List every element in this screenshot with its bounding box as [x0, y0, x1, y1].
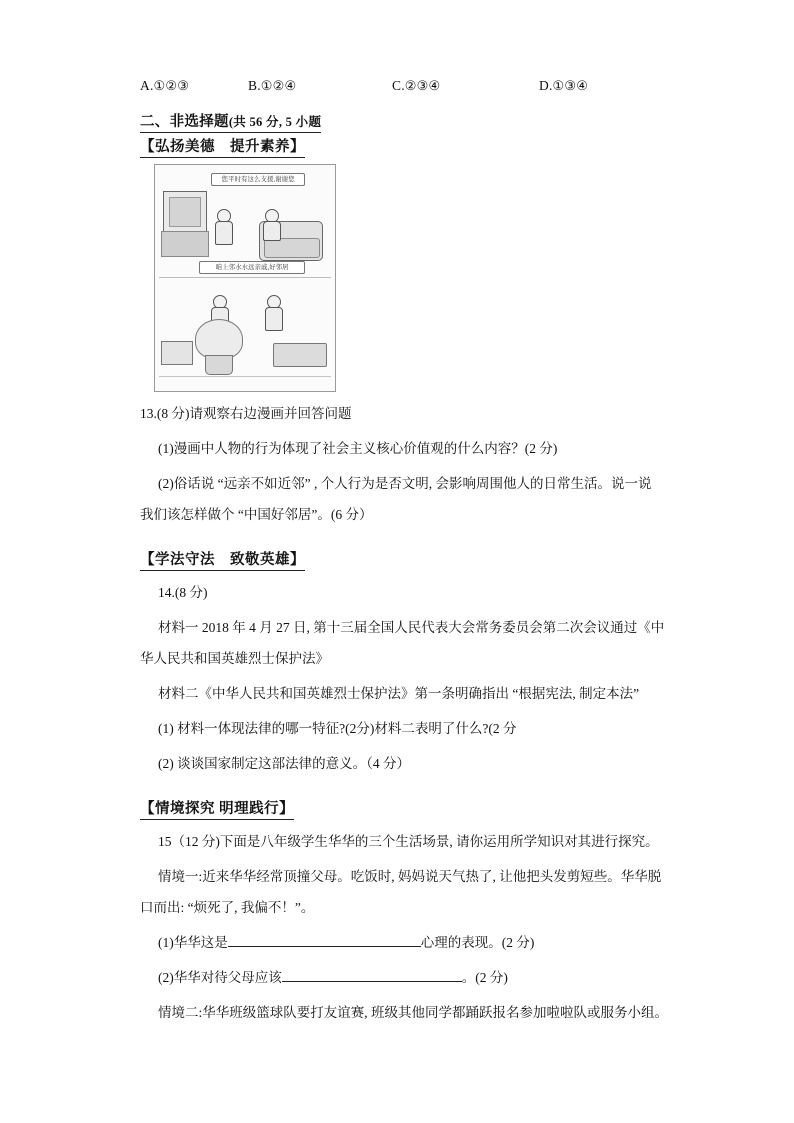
- topic-heading-3-text: 【情境探究 明理践行】: [140, 797, 294, 820]
- question-15-sub2-suffix: 。(2 分): [461, 969, 508, 985]
- question-15-sub2: [140, 966, 685, 991]
- plant-leaves: [195, 319, 243, 359]
- choice-option-b[interactable]: [248, 78, 392, 94]
- choice-a-text: ①②③: [153, 78, 190, 93]
- question-13-stem: 13.(8 分)请观察右边漫画并回答问题: [140, 406, 352, 421]
- section-heading-small: (共 56 分, 5 小题: [228, 115, 322, 129]
- question-13-sub2-line2: 我们该怎样做个 “中国好邻居”。(6 分）: [140, 506, 373, 522]
- panel-divider: [159, 277, 331, 278]
- answer-blank-2[interactable]: [282, 981, 462, 982]
- television-icon: [163, 191, 207, 233]
- plant-pot: [205, 355, 233, 375]
- page-content: [140, 78, 685, 1036]
- topic-heading-1: [140, 135, 685, 158]
- question-14-material1-line2: 华人民共和国英雄烈士保护法》: [140, 650, 329, 666]
- choice-option-d[interactable]: [539, 78, 659, 94]
- question-15-scene2: 情境二:华华班级篮球队要打友谊赛, 班级其他同学都踊跃报名参加啦啦队或服务小组。: [158, 1004, 668, 1020]
- question-15-stem: 15（12 分)下面是八年级学生华华的三个生活场景, 请你运用所学知识对其进行探究。: [158, 833, 659, 849]
- question-14-stem: 14.(8 分): [158, 584, 208, 600]
- question-14-sub1: (1) 材料一体现法律的哪一特征?(2分)材料二表明了什么?(2 分: [158, 720, 517, 736]
- section-heading-main: 二、非选择题: [140, 114, 229, 130]
- topic-heading-2: [140, 548, 685, 571]
- tv-stand-shape: [161, 231, 209, 257]
- choice-b-label: B.: [248, 78, 261, 93]
- question-15-sub1: [140, 931, 685, 956]
- person-body: [265, 307, 283, 331]
- choice-d-label: D.: [539, 78, 553, 93]
- cartoon-figure: [154, 164, 685, 392]
- cartoon-frame: [154, 164, 336, 392]
- question-15-sub1-suffix: 心理的表现。(2 分): [420, 934, 535, 950]
- answer-blank-1[interactable]: [228, 946, 421, 947]
- choice-d-text: ①③④: [552, 78, 589, 93]
- question-14-sub2: (2) 谈谈国家制定这部法律的意义。（4 分）: [158, 755, 410, 771]
- choice-options-row: [140, 78, 685, 94]
- section-heading-text: [140, 110, 321, 133]
- question-14-material2: 材料二《中华人民共和国英雄烈士保护法》第一条明确指出 “根据宪法, 制定本法”: [158, 685, 640, 701]
- choice-b-text: ①②④: [260, 78, 297, 93]
- question-15-sub2-prefix: (2)华华对待父母应该: [158, 969, 282, 985]
- cartoon-speech-bubble-middle: 咱上邻水水远亲戚,好邻居: [199, 261, 305, 274]
- person-body: [263, 221, 281, 241]
- person-body: [215, 221, 233, 245]
- choice-c-label: C.: [392, 78, 405, 93]
- choice-c-text: ②③④: [404, 78, 441, 93]
- section-heading: [140, 110, 685, 133]
- topic-heading-1-text: 【弘扬美德 提升素养】: [140, 135, 305, 158]
- box-shape: [161, 341, 193, 365]
- question-15-sub1-prefix: (1)华华这是: [158, 934, 228, 950]
- floor-line: [159, 376, 331, 377]
- question-13-sub2-line1: (2)俗话说 “远亲不如近邻” , 个人行为是否文明, 会影响周围他人的日常生活。说一说: [158, 475, 652, 491]
- bench-shape: [273, 343, 327, 367]
- topic-heading-2-text: 【学法守法 致敬英雄】: [140, 548, 305, 571]
- cartoon-speech-bubble-top: 您平时有这么支援,谢谢您: [211, 173, 305, 186]
- question-13-sub1: (1)漫画中人物的行为体现了社会主义核心价值观的什么内容？(2 分): [158, 440, 558, 456]
- question-14-material1-line1: 材料一 2018 年 4 月 27 日, 第十三届全国人民代表大会常务委员会第二次会议通过《中: [158, 619, 665, 635]
- question-15-scene1-line1: 情境一:近来华华经常顶撞父母。吃饭时, 妈妈说天气热了, 让他把头发剪短些。华华脱: [158, 868, 662, 884]
- potted-plant-icon: [195, 319, 241, 375]
- choice-option-a[interactable]: [140, 78, 248, 94]
- choice-a-label: A.: [140, 78, 154, 93]
- question-15-scene1-line2: 口而出: “烦死了, 我偏不！”。: [140, 899, 315, 915]
- topic-heading-3: [140, 797, 685, 820]
- choice-option-c[interactable]: [392, 78, 539, 94]
